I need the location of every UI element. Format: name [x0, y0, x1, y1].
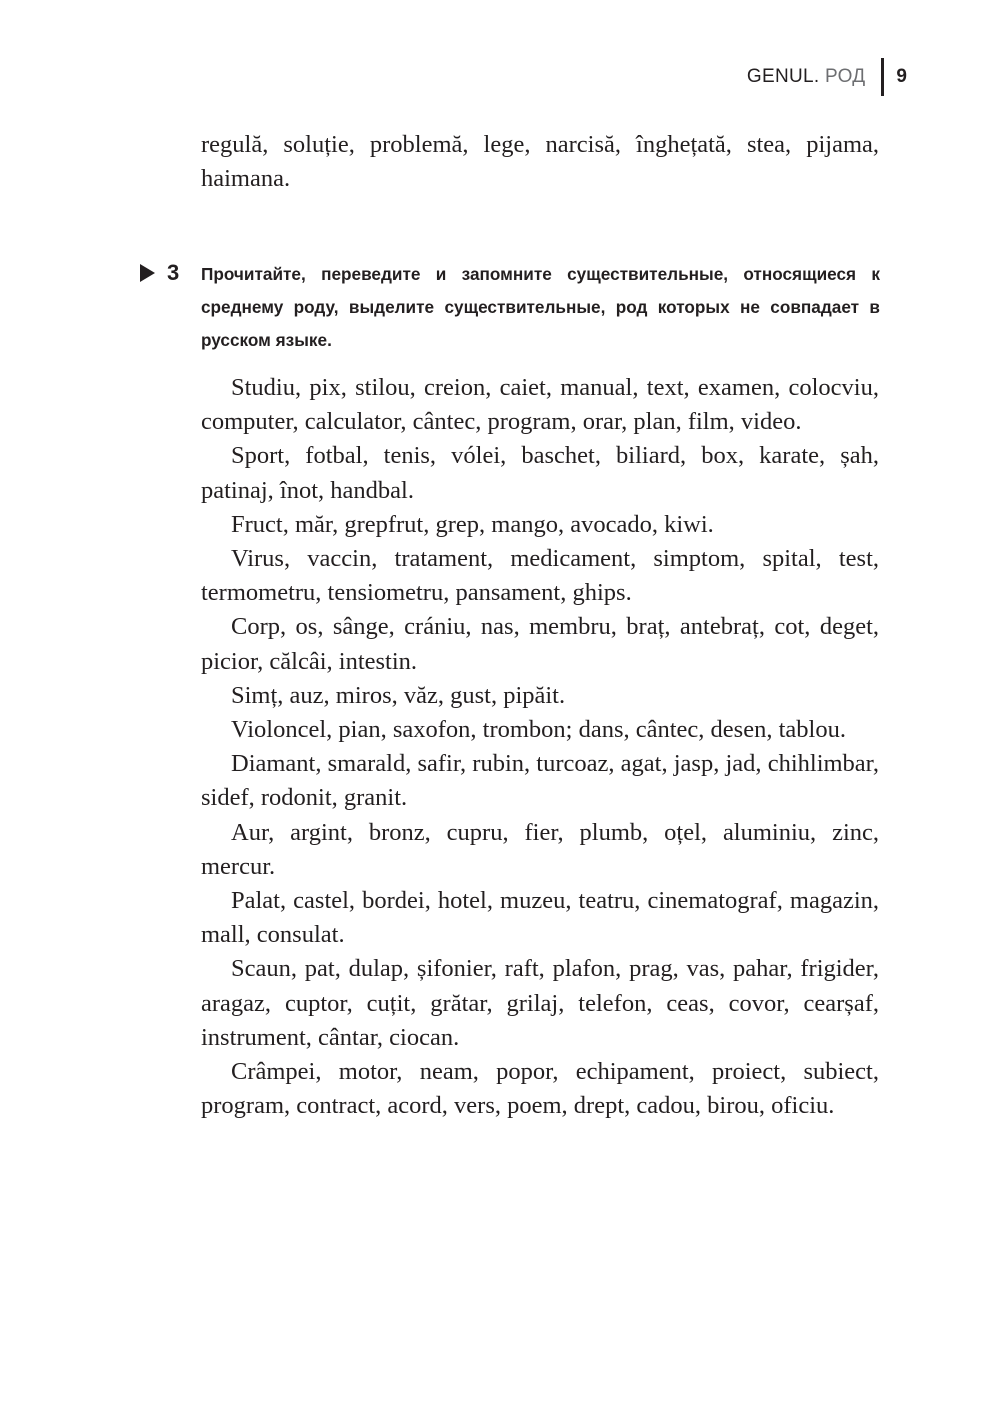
play-triangle-icon [140, 264, 155, 282]
exercise-marker [140, 260, 179, 286]
word-list-paragraph: Diamant, smarald, safir, rubin, turcoaz, agat, jasp, jad, chihlimbar, sidef, rodonit, granit. [201, 750, 879, 812]
word-list-paragraph: Aur, argint, bronz, cupru, fier, plumb, oțel, aluminiu, zinc, mercur. [201, 818, 879, 880]
header-divider [881, 58, 884, 96]
section-title-ro: GENUL. [746, 66, 820, 87]
page-number: 9 [896, 66, 907, 87]
word-list-paragraph: Violoncel, pian, saxofon, trombon; dans, cântec, desen, tablou. [231, 716, 846, 744]
word-list-paragraph: Studiu, pix, stilou, creion, caiet, manual, text, examen, colocviu, computer, calculator, cântec, program, orar, plan, film, video. [201, 374, 879, 436]
section-title-ru: РОД [825, 66, 866, 87]
section-title [747, 66, 866, 88]
word-list-paragraph: Sport, fotbal, tenis, vólei, baschet, biliard, box, karate, șah, patinaj, înot, handbal. [201, 442, 879, 504]
word-list-paragraph: Crâmpei, motor, neam, popor, echipament, proiect, subiect, program, contract, acord, vers, poem, drept, cadou, birou, oficiu. [201, 1058, 879, 1120]
running-header [747, 60, 907, 94]
word-list-paragraph: Virus, vaccin, tratament, medicament, simptom, spital, test, termometru, tensiometru, pansament, ghips. [201, 545, 879, 607]
word-list-paragraph: Palat, castel, bordei, hotel, muzeu, teatru, cinematograf, magazin, mall, consulat. [201, 887, 879, 949]
word-list-paragraph: Scaun, pat, dulap, șifonier, raft, plafon, prag, vas, pahar, frigider, aragaz, cuptor, cuțit, grătar, grilaj, telefon, ceas, covor, cearșaf, instrument, cântar, ciocan. [201, 955, 879, 1051]
word-list-paragraph: Fruct, măr, grepfrut, grep, mango, avocado, kiwi. [231, 510, 714, 538]
intro-text: regulă, soluție, problemă, lege, narcisă, înghețată, stea, pijama, haimana. [201, 131, 879, 193]
word-list [201, 371, 879, 1123]
word-list-paragraph: Simț, auz, miros, văz, gust, pipăit. [231, 681, 566, 709]
exercise-number: 3 [167, 260, 180, 285]
word-list-paragraph: Corp, os, sânge, crániu, nas, membru, braț, antebraț, cot, deget, picior, călcâi, intestin. [201, 613, 879, 675]
exercise-instruction: Прочитайте, переведите и запомните существительные, относящиеся к среднему роду, выделите существительные, род которых не совпадает в русском языке. [201, 264, 880, 350]
